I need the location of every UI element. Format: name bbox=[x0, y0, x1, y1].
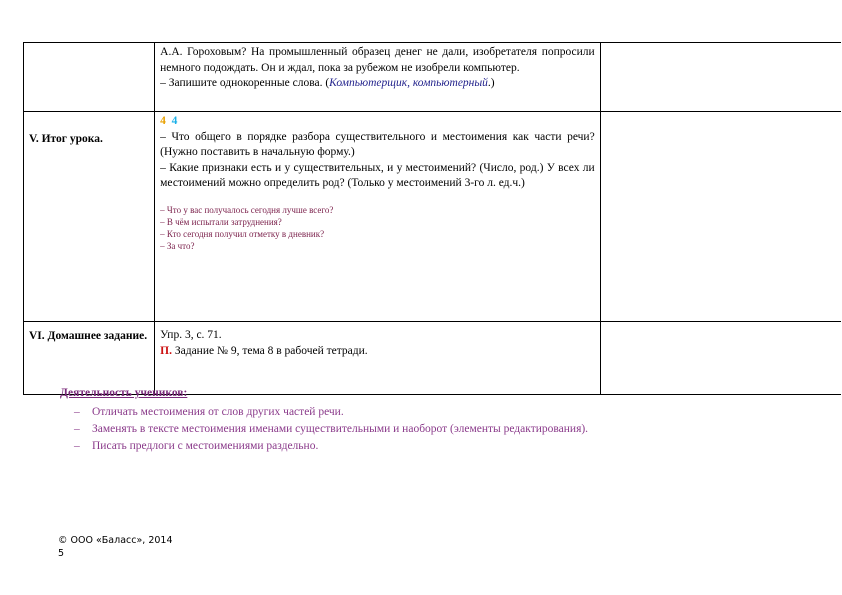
table-row bbox=[24, 43, 842, 112]
digit-marker-blue: 4 bbox=[171, 115, 178, 127]
content-cell bbox=[155, 112, 601, 322]
level-mark: П. bbox=[160, 344, 172, 357]
task-prefix: – Запишите однокоренные слова. ( bbox=[160, 77, 330, 89]
homework-task-text: Задание № 9, тема 8 в рабочей тетради. bbox=[171, 344, 368, 357]
table-row bbox=[24, 322, 842, 395]
activity-text: Отличать местоимения от слов других частей речи. bbox=[92, 406, 344, 418]
copyright: © ООО «Баласс», 2014 bbox=[58, 535, 173, 546]
activity-text: Писать предлоги с местоимениями раздельно. bbox=[92, 440, 319, 452]
dash-bullet: – bbox=[74, 423, 80, 435]
digit-marker-orange: 4 bbox=[160, 115, 166, 127]
reflection-questions bbox=[160, 204, 595, 252]
activity-text: Заменять в тексте местоимения именами существительными и наоборот (элементы редактирования). bbox=[92, 423, 589, 435]
list-item bbox=[60, 404, 588, 421]
homework-line: Упр. 3, с. 71. bbox=[160, 329, 222, 341]
dash-bullet: – bbox=[74, 440, 80, 452]
task-text bbox=[160, 76, 595, 92]
table-row bbox=[24, 112, 842, 322]
question-text: – Какие признаки есть и у существительных, и у местоимений? (Число, род.) У всех ли местоимений можно определить род? (Только у местоимений 3-го л. ед.ч.) bbox=[160, 161, 595, 189]
reflection-question: – В чём испытали затруднения? bbox=[160, 216, 282, 227]
stage-cell: V. Итог урока. bbox=[24, 112, 155, 322]
list-item bbox=[60, 438, 588, 455]
homework-task bbox=[160, 344, 595, 360]
cognate-words: Компьютерщик, компьютерный bbox=[329, 77, 488, 89]
stage-cell bbox=[24, 43, 155, 112]
story-text: А.А. Гороховым? На промышленный образец денег не дали, изобретателя попросили немного подождать. Он и ждал, пока за рубежом не изобрели компьютер. bbox=[160, 46, 595, 74]
activities-title: Деятельность учеников: bbox=[60, 387, 188, 399]
student-activities bbox=[60, 385, 588, 455]
dash-bullet: – bbox=[74, 406, 80, 418]
lesson-plan-table bbox=[23, 42, 841, 395]
content-cell bbox=[155, 322, 601, 395]
digit-markers bbox=[160, 114, 595, 130]
notes-cell bbox=[600, 322, 841, 395]
task-suffix: .) bbox=[487, 77, 495, 89]
content-cell bbox=[155, 43, 601, 112]
reflection-question: – За что? bbox=[160, 240, 195, 251]
page-number: 5 bbox=[58, 548, 65, 559]
reflection-question: – Кто сегодня получил отметку в дневник? bbox=[160, 228, 325, 239]
question-text: – Что общего в порядке разбора существительного и местоимения как части речи? (Нужно поставить в начальную форму.) bbox=[160, 130, 595, 158]
list-item bbox=[60, 421, 588, 438]
notes-cell bbox=[600, 43, 841, 112]
page-footer bbox=[58, 534, 173, 560]
notes-cell bbox=[600, 112, 841, 322]
activities-list bbox=[60, 404, 588, 455]
stage-cell: VI. Домашнее задание. bbox=[24, 322, 155, 395]
reflection-question: – Что у вас получалось сегодня лучше всего? bbox=[160, 204, 334, 215]
